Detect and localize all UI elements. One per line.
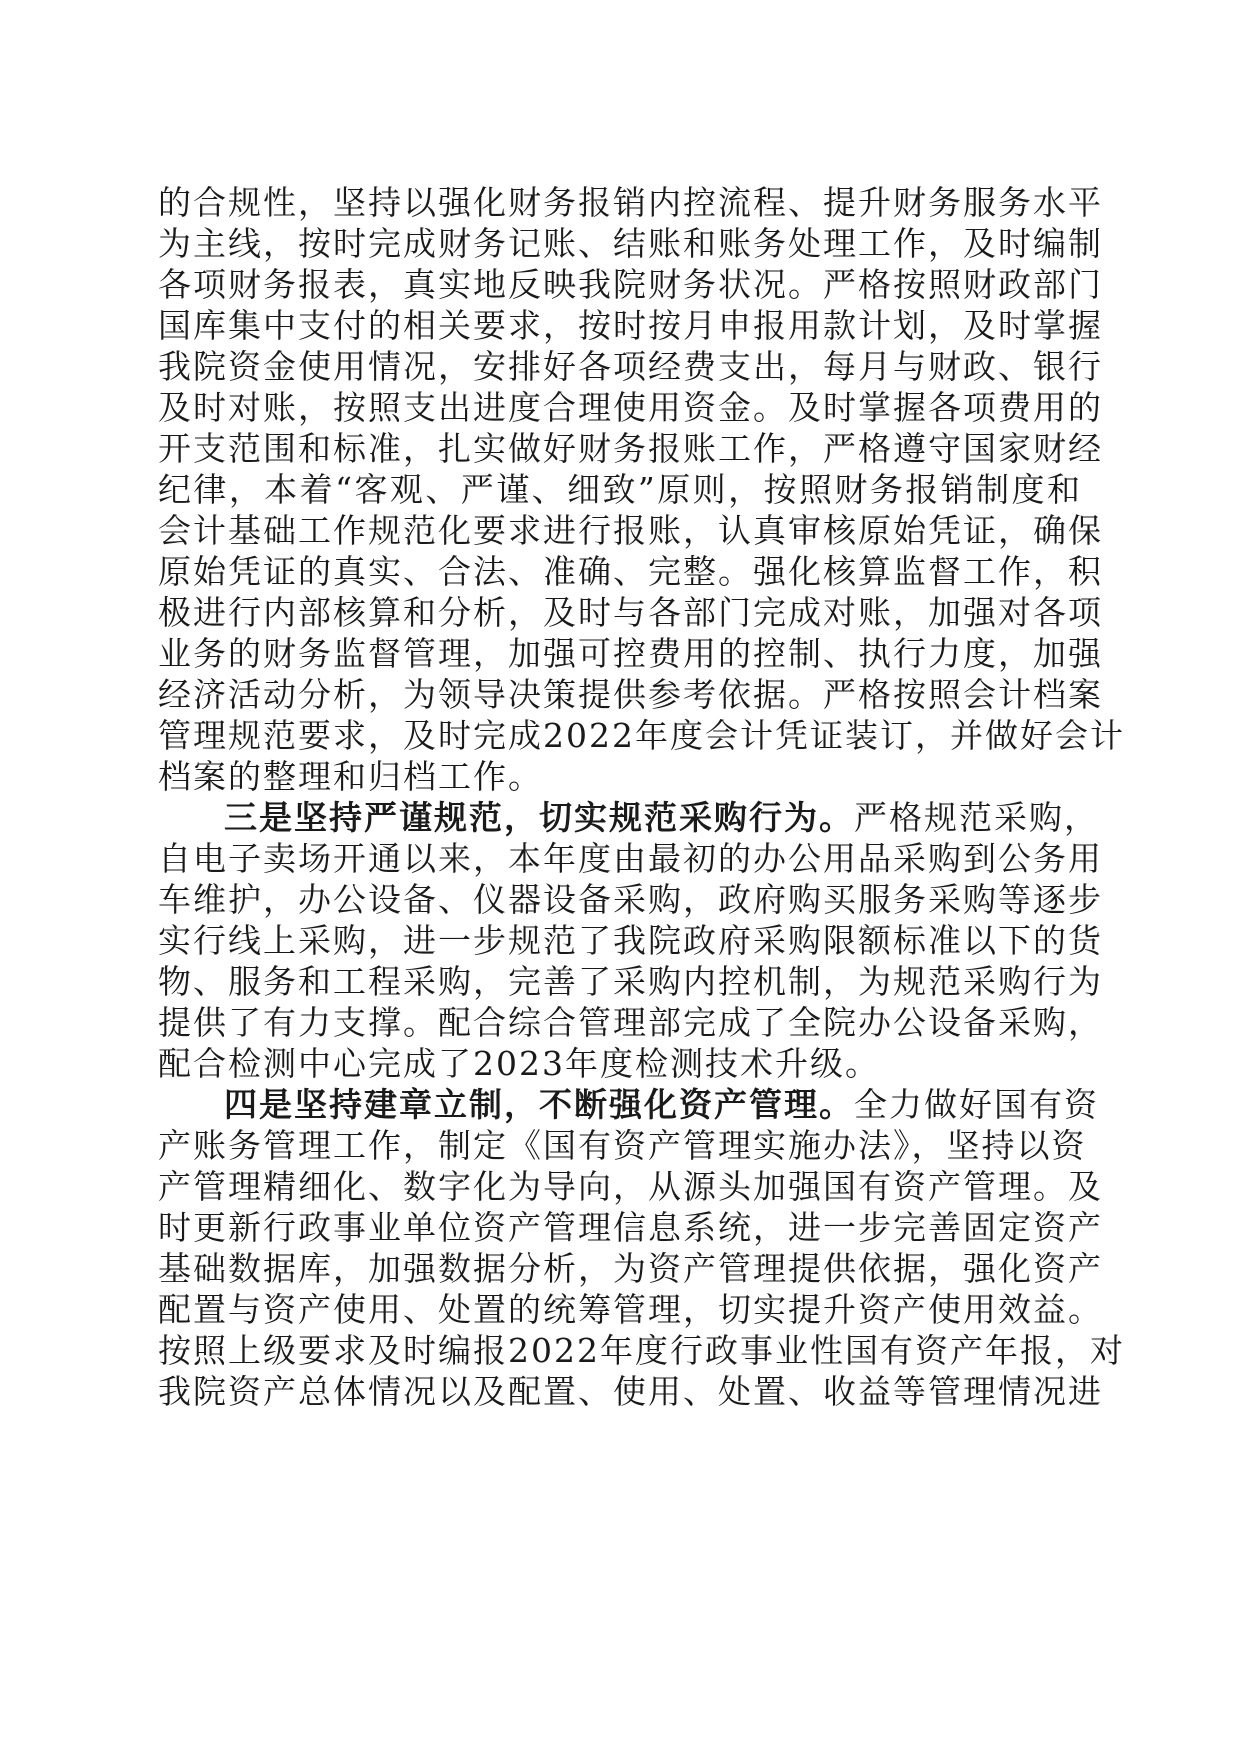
text-line: 车维护，办公设备、仪器设备采购，政府购买服务采购等逐步 [158,880,1103,919]
paragraph-procurement [158,797,1103,1084]
paragraph-finance [158,182,1125,797]
text-line: 配置与资产使用、处置的统筹管理，切实提升资产使用效益。 [158,1290,1103,1329]
paragraph-heading-rest: 全力做好国有资 [854,1085,1099,1124]
text-line: 管理规范要求，及时完成2022年度会计凭证装订，并做好会计 [158,716,1125,755]
text-line: 业务的财务监督管理，加强可控费用的控制、执行力度，加强 [158,634,1103,673]
text-line: 提供了有力支撑。配合综合管理部完成了全院办公设备采购， [158,1003,1103,1042]
paragraph-heading-rest: 严格规范采购， [854,798,1099,837]
text-line: 会计基础工作规范化要求进行报账，认真审核原始凭证，确保 [158,511,1103,550]
text-line: 各项财务报表，真实地反映我院财务状况。严格按照财政部门 [158,265,1103,304]
text-line: 我院资产总体情况以及配置、使用、处置、收益等管理情况进 [158,1372,1103,1411]
text-line: 档案的整理和归档工作。 [158,757,543,796]
paragraph-assets [158,1084,1125,1412]
text-line: 经济活动分析，为领导决策提供参考依据。严格按照会计档案 [158,675,1103,714]
text-line: 产管理精细化、数字化为导向，从源头加强国有资产管理。及 [158,1167,1103,1206]
text-line: 实行线上采购，进一步规范了我院政府采购限额标准以下的货 [158,921,1103,960]
document-page [158,182,1125,1412]
text-line: 的合规性，坚持以强化财务报销内控流程、提升财务服务水平 [158,183,1103,222]
text-line: 按照上级要求及时编报2022年度行政事业性国有资产年报，对 [158,1331,1125,1370]
paragraph-heading: 四是坚持建章立制，不断强化资产管理。 [224,1085,854,1124]
text-line: 自电子卖场开通以来，本年度由最初的办公用品采购到公务用 [158,839,1103,878]
text-line: 原始凭证的真实、合法、准确、完整。强化核算监督工作，积 [158,552,1103,591]
text-line: 配合检测中心完成了2023年度检测技术升级。 [158,1044,880,1083]
text-line: 时更新行政事业单位资产管理信息系统，进一步完善固定资产 [158,1208,1103,1247]
text-line: 纪律，本着“客观、严谨、细致”原则，按照财务报销制度和 [158,470,1082,509]
text-line: 及时对账，按照支出进度合理使用资金。及时掌握各项费用的 [158,388,1103,427]
text-line: 我院资金使用情况，安排好各项经费支出，每月与财政、银行 [158,347,1103,386]
text-line: 国库集中支付的相关要求，按时按月申报用款计划，及时掌握 [158,306,1103,345]
text-line: 基础数据库，加强数据分析，为资产管理提供依据，强化资产 [158,1249,1103,1288]
text-line-first [158,1084,1099,1125]
text-line: 产账务管理工作，制定《国有资产管理实施办法》，坚持以资 [158,1126,1087,1165]
paragraph-heading: 三是坚持严谨规范，切实规范采购行为。 [224,798,854,837]
text-line-first [158,797,1099,838]
text-line: 为主线，按时完成财务记账、结账和账务处理工作，及时编制 [158,224,1103,263]
text-line: 开支范围和标准，扎实做好财务报账工作，严格遵守国家财经 [158,429,1103,468]
text-line: 物、服务和工程采购，完善了采购内控机制，为规范采购行为 [158,962,1103,1001]
text-line: 极进行内部核算和分析，及时与各部门完成对账，加强对各项 [158,593,1103,632]
